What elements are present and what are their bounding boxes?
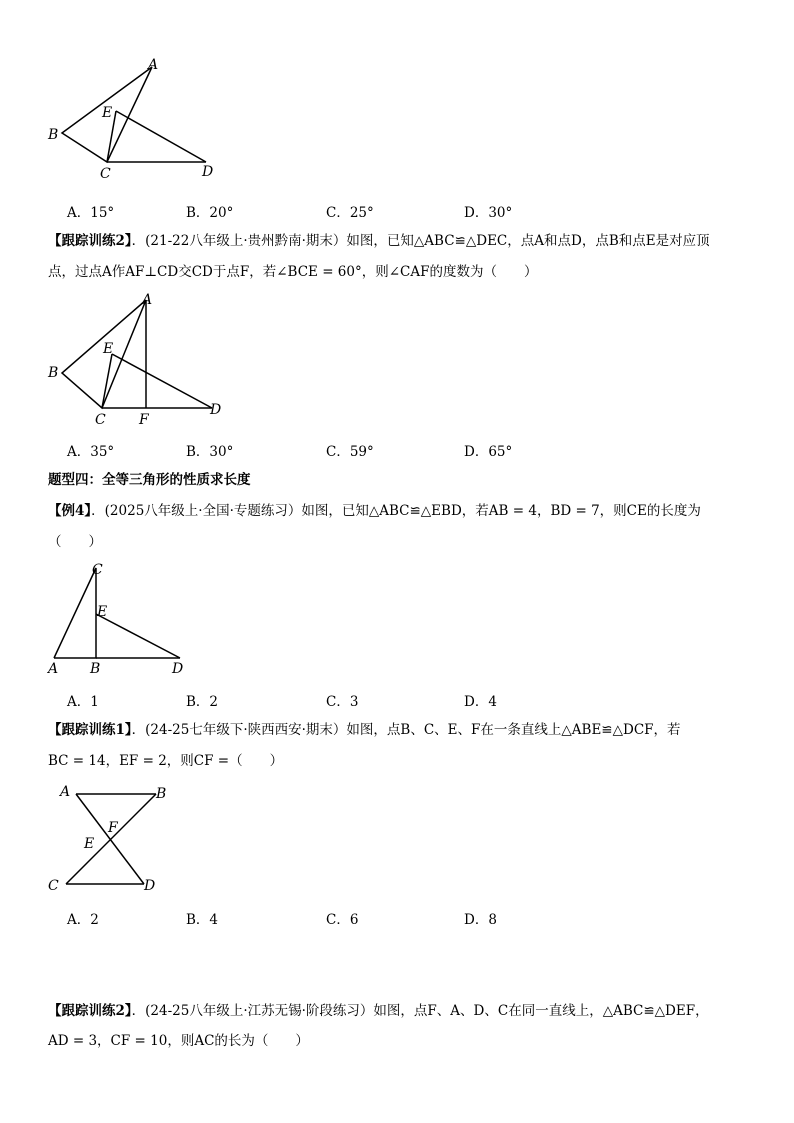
question-text: ．(21-22八年级上·贵州黔南·期末）如图，已知△ABC≌△DEC，点A和点D，点B和点E是对应顶 (131, 233, 710, 249)
label-B: B (48, 365, 59, 381)
option-d: D．8 (464, 912, 497, 928)
label-A: A (148, 57, 159, 73)
figure-3 (40, 558, 200, 678)
label-E: E (102, 105, 113, 121)
label-E: E (97, 604, 108, 620)
label-D: D (202, 164, 214, 180)
question-text: ．(24-25七年级下·陕西西安·期末）如图，点B、C、E、F在一条直线上△ABE≌△DCF，若 (131, 722, 681, 738)
option-c: C．59° (326, 444, 374, 460)
question-track2a-line1 (48, 231, 710, 251)
question-track1-line2: BC = 14，EF = 2，则CF =（ ） (48, 753, 284, 769)
label-A: A (142, 292, 153, 308)
option-a: A．2 (67, 912, 99, 928)
option-a: A．15° (67, 205, 115, 221)
section-heading: 题型四：全等三角形的性质求长度 (48, 472, 251, 488)
question-text: ．(2025八年级上·全国·专题练习）如图，已知△ABC≌△EBD，若AB = 4，BD = 7，则CE的长度为 (91, 503, 701, 519)
option-c: C．25° (326, 205, 374, 221)
option-d: D．30° (464, 205, 513, 221)
label-C: C (92, 562, 103, 578)
label-E: E (84, 836, 95, 852)
question-tag: 【例4】 (48, 503, 92, 519)
question-track2b-line2: AD = 3，CF = 10，则AC的长为（ ） (48, 1033, 309, 1049)
label-D: D (144, 878, 156, 894)
label-F: F (139, 412, 149, 428)
figure-2 (40, 288, 240, 428)
option-b: B．20° (186, 205, 234, 221)
option-b: B．30° (186, 444, 234, 460)
option-d: D．4 (464, 694, 497, 710)
question-track2a-line2: 点，过点A作AF⊥CD交CD于点F，若∠BCE = 60°，则∠CAF的度数为（ ） (48, 264, 538, 280)
label-F: F (108, 820, 118, 836)
example4-line1 (48, 501, 701, 521)
option-c: C．3 (326, 694, 359, 710)
question-tag: 【跟踪训练1】 (48, 722, 132, 738)
label-A: A (60, 784, 71, 800)
label-C: C (48, 878, 59, 894)
question-track2b-line1 (48, 1001, 709, 1021)
question-tag: 【跟踪训练2】 (48, 233, 132, 249)
label-A: A (48, 661, 59, 677)
label-C: C (95, 412, 106, 428)
option-a: A．35° (67, 444, 115, 460)
option-b: B．4 (186, 912, 219, 928)
example4-line2: （ ） (48, 534, 102, 550)
option-d: D．65° (464, 444, 513, 460)
option-b: B．2 (186, 694, 219, 710)
label-B: B (156, 786, 167, 802)
label-D: D (210, 402, 222, 418)
question-tag: 【跟踪训练2】 (48, 1003, 132, 1019)
question-text: ．(24-25八年级上·江苏无锡·阶段练习）如图，点F、A、D、C在同一直线上，△ABC≌△DEF， (131, 1003, 709, 1019)
label-C: C (100, 166, 111, 182)
label-B: B (90, 661, 101, 677)
label-D: D (172, 661, 184, 677)
question-track1-line1 (48, 720, 681, 740)
option-c: C．6 (326, 912, 359, 928)
figure-1 (40, 55, 240, 185)
label-E: E (103, 341, 114, 357)
figure-4 (40, 778, 180, 898)
option-a: A．1 (67, 694, 99, 710)
label-B: B (48, 127, 59, 143)
